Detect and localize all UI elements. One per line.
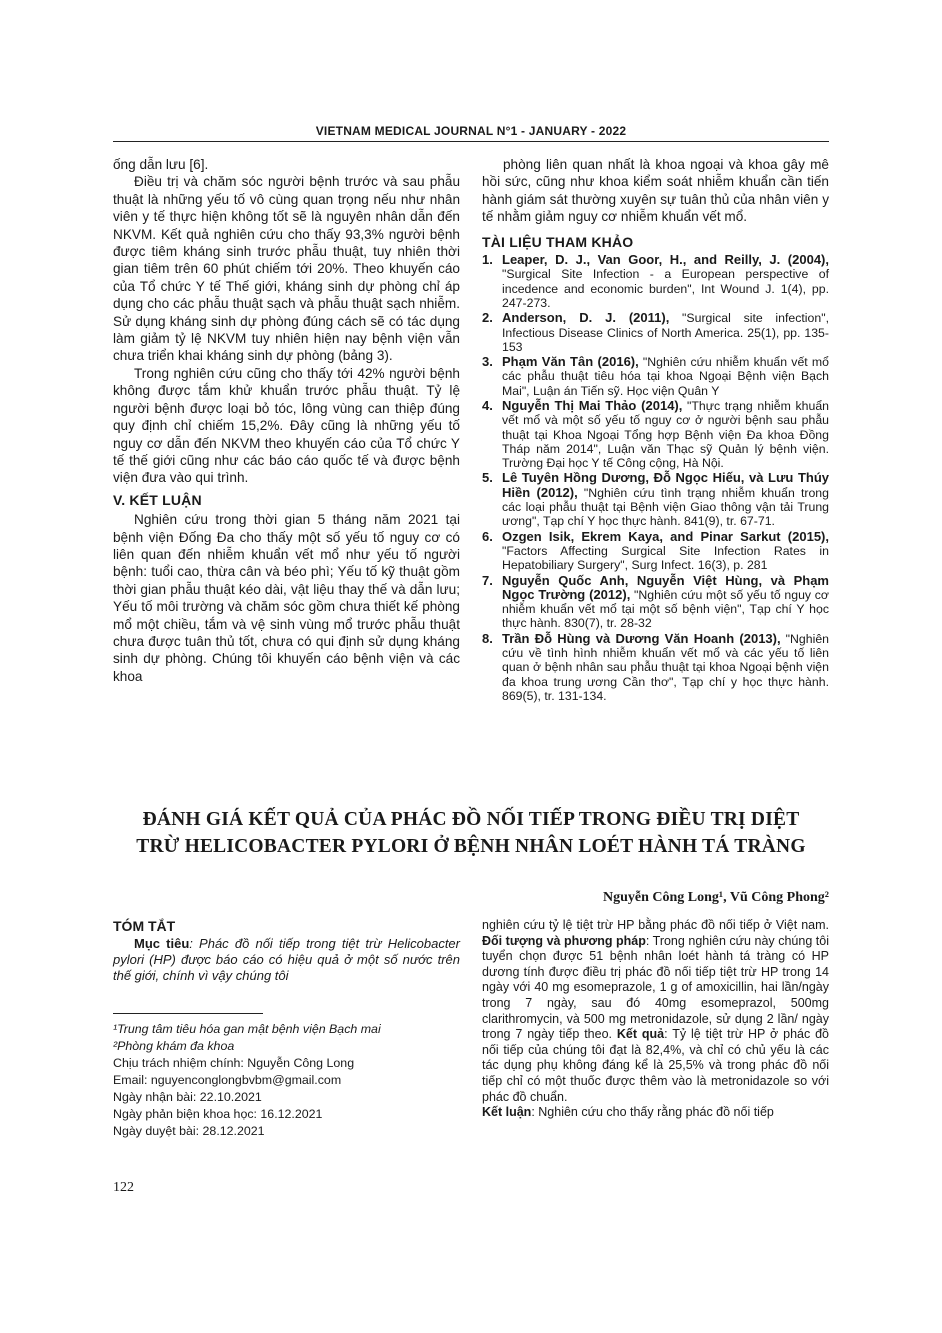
reference-item: 3. Phạm Văn Tân (2016), "Nghiên cứu nhiễm khuẩn vết mổ các phẫu thuật tiêu hóa tại khoa Ngoại Bệnh viện Bạch Mai", Luận án Tiến sỹ. Học viện Quân Y: [482, 354, 829, 398]
article-title-line: TRỪ HELICOBACTER PYLORI Ở BỆNH NHÂN LOÉT HÀNH TÁ TRÀNG: [136, 836, 806, 857]
header-rule: [113, 141, 829, 142]
abstract-paragraph: Kết luận: Nghiên cứu cho thấy rằng phác đồ nối tiếp: [482, 1105, 774, 1120]
abstract-paragraph: [113, 936, 460, 984]
article-authors: Nguyễn Công Long¹, Vũ Công Phong²: [603, 890, 829, 905]
abstract-heading: TÓM TẮT: [113, 918, 176, 934]
paragraph: phòng liên quan nhất là khoa ngoại và khoa gây mê hồi sức, cũng như khoa kiểm soát nhiễm khuẩn cần tiến hành giám sát thường xuyên sự tuân thủ của nhân viên y tế nhằm giảm nguy cơ nhiễm khuẩn vết mổ.: [482, 157, 829, 225]
right-column: [482, 156, 829, 704]
abstract-right: [482, 918, 829, 1121]
abstract-paragraph: nghiên cứu tỷ lệ tiệt trừ HP bằng phác đồ nối tiếp ở Việt nam. Đối tượng và phương pháp: Trong nghiên cứu này chúng tôi tuyển chọn được 51 bệnh nhân loét hành tá tràng có HP dương tính được điều trị phác đồ nối tiếp tiệt trừ HP trong 14 ngày với 40 mg esomeprazole, 1 g of amoxicillin, hai lần/ngày trong 7 ngày, sau đó 40mg esomeprazol, 500mg clarithromycin, và 500 mg metronidazole, sử dụng 2 lần/ ngày trong 7 ngày tiếp theo. Kết quả: Tỷ lệ tiệt trừ HP ở phác đồ nối tiếp của chúng tôi đạt là 82,4%, và chỉ có chủ yếu là các tác dụng phụ không đáng kể là 25,5% và trong phác đồ nối tiếp chỉ có một thuốc được thêm vào là metronidazole so với phác đồ chuẩn.: [482, 918, 829, 1104]
article-title-line: ĐÁNH GIÁ KẾT QUẢ CỦA PHÁC ĐỒ NỐI TIẾP TRONG ĐIỀU TRỊ DIỆT: [142, 809, 800, 830]
footnote-contact: Chịu trách nhiệm chính: Nguyễn Công Long: [113, 1056, 355, 1070]
footnote-affiliation: ¹Trung tâm tiêu hóa gan mật bệnh viện Bạch mai: [113, 1022, 381, 1036]
reference-list: [482, 253, 829, 703]
footnote-rule: [113, 1013, 263, 1014]
reference-item: 4. Nguyễn Thị Mai Thảo (2014), "Thực trạng nhiễm khuẩn vết mổ và một số yếu tố nguy cơ ở người bệnh sau phẫu thuật tại Khoa Ngoại Tổng hợp Bệnh viện Đa khoa Đồng Tháp năm 2014", Luận văn Thạc sỹ Quản lý bệnh viện. Trường Đại học Y tế Công cộng, Hà Nội.: [482, 398, 829, 471]
section-heading-references: TÀI LIỆU THAM KHẢO: [482, 233, 634, 250]
footnotes: [113, 1021, 473, 1140]
reference-item: 7. Nguyễn Quốc Anh, Nguyễn Việt Hùng, và Phạm Ngọc Trường (2012), "Nghiên cứu một số yếu tố nguy cơ nhiễm khuẩn vết mổ tại một số bệnh viện", Tạp chí Y học thực hành. 830(7), tr. 28-32: [482, 572, 829, 631]
paragraph: Nghiên cứu trong thời gian 5 tháng năm 2021 tại bệnh viện Đống Đa cho thấy một số yếu tố nguy cơ có liên quan đến nhiễm khuẩn vết mổ như yếu tố người bệnh: tuổi cao, thừa cân và béo phì; Yếu tố kỹ thuật gồm thời gian phẫu thuật kéo dài, vật liệu thay thế và dẫn lưu; Yếu tố môi trường và chăm sóc gồm chưa thiết kế phòng mổ một chiều, tắm và vệ sinh vùng mổ trước phẫu thuật chưa được tuân thủ tốt, chưa có qui định sử dụng kháng sinh dự phòng. Chúng tôi khuyến cáo bệnh viện và các khoa: [113, 512, 460, 684]
abstract-left: [113, 918, 460, 984]
paragraph: Trong nghiên cứu cũng cho thấy tới 42% người bệnh không được tắm khử khuẩn trước phẫu thuật. Tỷ lệ người bệnh được loại bỏ tóc, lông vùng can thiệp đúng quy định chỉ chiếm 15,2%. Đây cũng là những yếu tố nguy cơ dẫn đến NKVM theo khuyến cáo của Tổ chức Y tế thế giới cũng như các báo cáo quốc tế và được bệnh viện đưa vào qui trình.: [113, 365, 460, 486]
journal-header: VIETNAM MEDICAL JOURNAL N°1 - JANUARY - 2022: [315, 124, 627, 138]
footnote-received: Ngày nhận bài: 22.10.2021: [113, 1090, 262, 1104]
reference-item: 2. Anderson, D. J. (2011), "Surgical site infection", Infectious Disease Clinics of North America. 25(1), pp. 135-153: [482, 310, 830, 354]
footnote-affiliation: ²Phòng khám đa khoa: [113, 1039, 235, 1053]
conclusion-label: Kết luận: [482, 1105, 532, 1120]
article-title: [113, 806, 829, 860]
reference-item: 5. Lê Tuyên Hồng Dương, Đỗ Ngọc Hiếu, và Lưu Thúy Hiền (2012), "Nghiên cứu tình trạng nhiễm khuẩn trong các loại phẫu thuật tại Bệnh viện Giao thông vận tải Trung ương", Tạp chí Y học thực hành. 841(9), tr. 67-71.: [482, 470, 829, 529]
reference-item: 6. Ozgen Isik, Ekrem Kaya, and Pinar Sarkut (2015), "Factors Affecting Surgical Site Infection Rates in Hepatobiliary Surgery", Surg Infect. 16(3), p. 281: [482, 528, 829, 573]
footnote-reviewed: Ngày phản biện khoa học: 16.12.2021: [113, 1107, 323, 1121]
reference-item: 8. Trần Đỗ Hùng và Dương Văn Hoanh (2013), "Nghiên cứu về tình hình nhiễm khuẩn vết mổ và các yếu tố liên quan ở bệnh nhân sau phẫu thuật tại khoa Ngoại bệnh viện đa khoa trung ương Cần thơ", Tạp chí y học thực hành. 869(5), tr. 131-134.: [482, 630, 829, 703]
footnote-accepted: Ngày duyệt bài: 28.12.2021: [113, 1124, 265, 1138]
methods-label: Đối tượng và phương pháp: [482, 933, 646, 948]
objective-text: : Phác đồ nối tiếp trong tiệt trừ Helicobacter pylori (HP) được báo cáo có hiệu quả ở một số nước trên thế giới, chính vì vậy chúng tôi: [113, 936, 460, 983]
results-label: Kết quả: [616, 1027, 665, 1042]
objective-label: Mục tiêu: [134, 936, 190, 951]
footnote-email: Email: nguyenconglongbvbm@gmail.com: [113, 1073, 342, 1087]
left-column: [113, 156, 460, 685]
paragraph: Điều trị và chăm sóc người bệnh trước và sau phẫu thuật là những yếu tố vô cùng quan trọng nếu như nhân viên y tế thực hiện không tốt sẽ là nguyên nhân dẫn đến NKVM. Kết quả nghiên cứu cho thấy 93,3% người bệnh được tiêm kháng sinh trước phẫu thuật, tuy nhiên thời gian tiêm trên 60 phút chiếm tới 20%. Theo khuyến cáo của Tổ chức Y tế Thế giới, kháng sinh dự phòng chỉ áp dụng cho các phẫu thuật sạch và phẫu thuật sạch nhiễm. Sử dụng kháng sinh dự phòng đúng cách sẽ có tác dụng làm giảm tỷ lệ NKVM tuy nhiên hiện nay bệnh viện vẫn chưa triển khai kháng sinh dự phòng (bảng 3).: [113, 174, 460, 364]
page-number: 122: [113, 1180, 134, 1195]
paragraph: ống dẫn lưu [6].: [113, 157, 209, 172]
section-heading-conclusion: V. KẾT LUẬN: [113, 491, 202, 508]
reference-item: 1. Leaper, D. J., Van Goor, H., and Reilly, J. (2004), "Surgical Site Infection - a European perspective of incedence and economic burden", Int Wound J. 1(4), pp. 247-273.: [482, 252, 829, 310]
